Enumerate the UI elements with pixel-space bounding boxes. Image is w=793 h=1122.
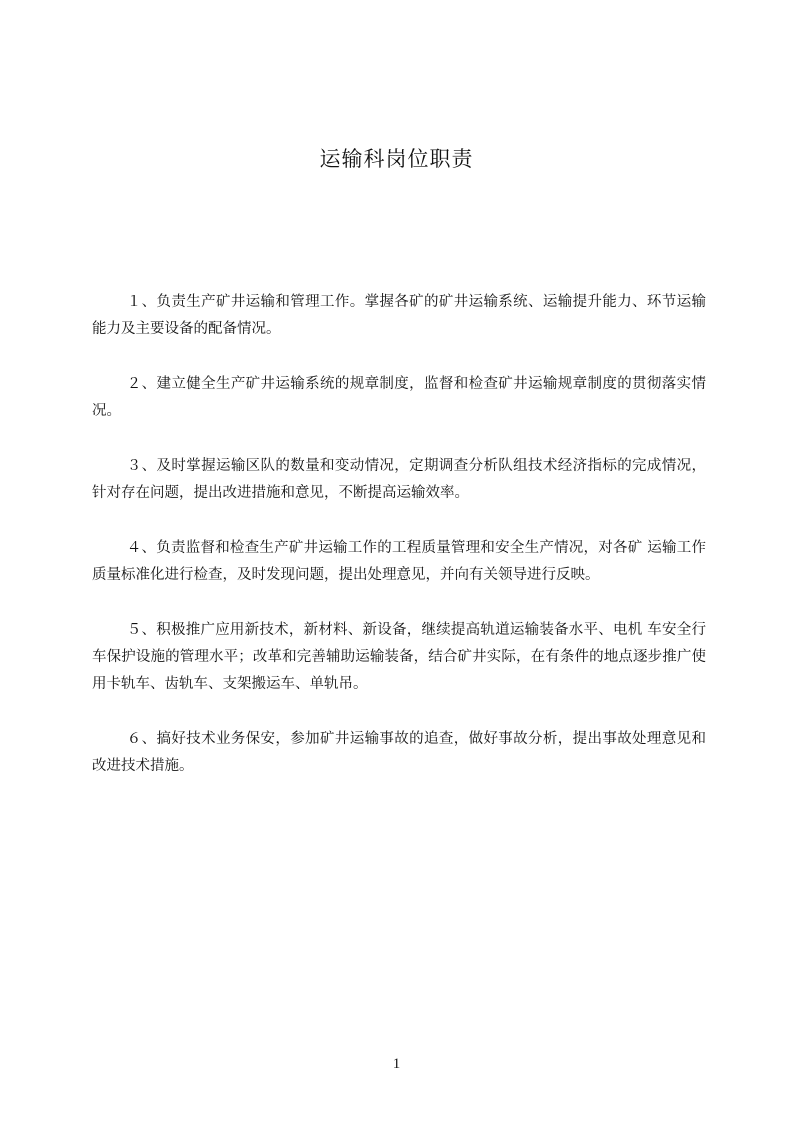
paragraph-4: ４、负责监督和检查生产矿井运输工作的工程质量管理和安全生产情况，对各矿 运输工作质量标准化进行检查，及时发现问题，提出处理意见，并向有关领导进行反映。 [92,540,706,583]
paragraph-6: ６、搞好技术业务保安，参加矿井运输事故的追查，做好事故分析，提出事故处理意见和改进技术措施。 [92,731,706,774]
document-body [92,289,706,808]
paragraph-3: ３、及时掌握运输区队的数量和变动情况，定期调查分析队组技术经济指标的完成情况，针对存在问题，提出改进措施和意见，不断提高运输效率。 [92,458,706,501]
paragraph-1: １、负责生产矿井运输和管理工作。掌握各矿的矿井运输系统、运输提升能力、环节运输能力及主要设备的配备情况。 [92,294,706,337]
paragraph-2: ２、建立健全生产矿井运输系统的规章制度，监督和检查矿井运输规章制度的贯彻落实情况。 [92,376,706,419]
page-title: 运输科岗位职责 [319,147,474,171]
paragraph-5: ５、积极推广应用新技术，新材料、新设备，继续提高轨道运输装备水平、电机 车安全行车保护设施的管理水平；改革和完善辅助运输装备，结合矿井实际，在有条件的地点逐步推广使用卡轨车、齿轨车、支架搬运车、单轨吊。 [92,622,706,692]
page-number: 1 [392,1056,401,1072]
